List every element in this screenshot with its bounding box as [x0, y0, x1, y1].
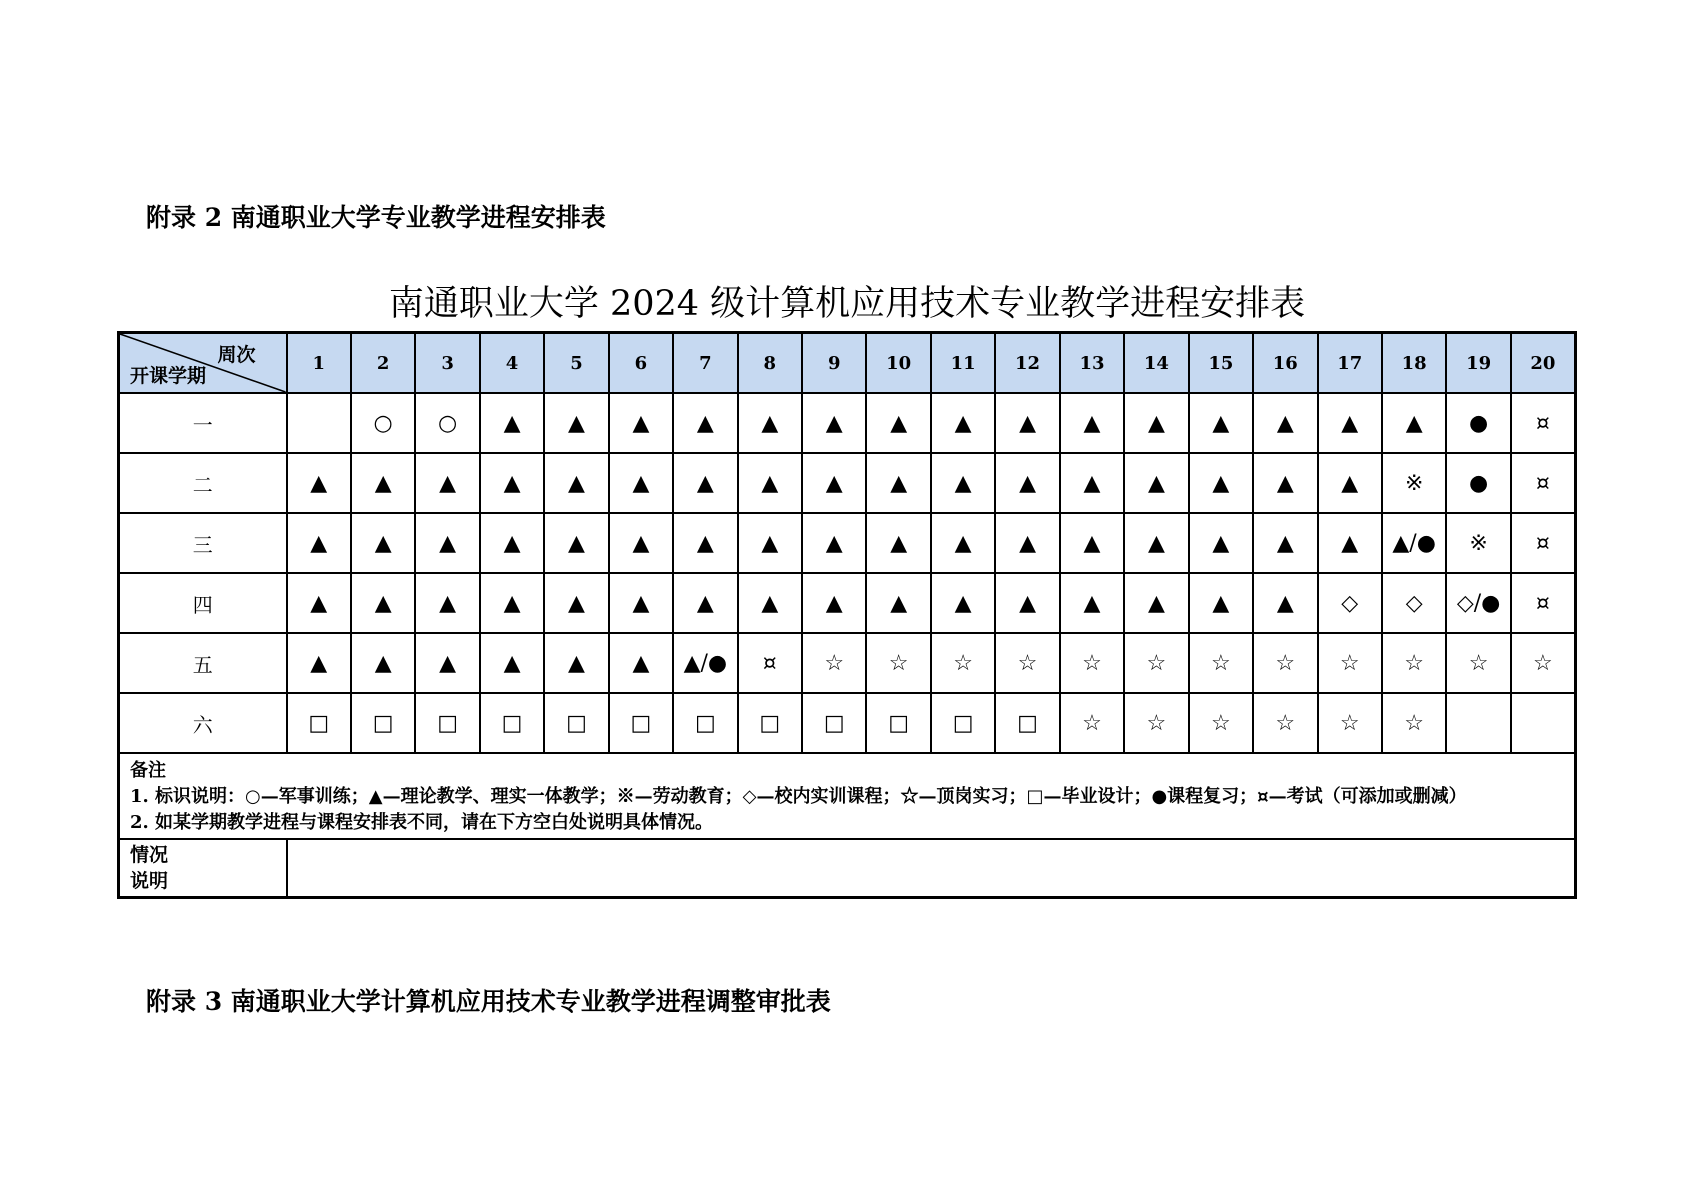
schedule-cell: ▲ — [995, 573, 1059, 633]
schedule-cell: ▲ — [544, 453, 608, 513]
schedule-cell: □ — [287, 693, 351, 753]
schedule-cell: ▲/● — [1382, 513, 1446, 573]
week-header-6: 6 — [609, 333, 673, 394]
schedule-cell: ▲ — [1124, 393, 1188, 453]
semester-row-2 — [119, 453, 1576, 513]
schedule-cell: ▲ — [609, 393, 673, 453]
situation-label-line2: 说明 — [130, 870, 169, 892]
semester-label: 二 — [119, 453, 287, 513]
week-header-8: 8 — [738, 333, 802, 394]
schedule-cell: ▲ — [480, 633, 544, 693]
schedule-cell: ▲ — [609, 453, 673, 513]
week-header-row — [119, 333, 1576, 394]
week-header-5: 5 — [544, 333, 608, 394]
schedule-cell: ▲ — [866, 513, 930, 573]
schedule-cell: ▲ — [480, 573, 544, 633]
week-header-1: 1 — [287, 333, 351, 394]
corner-label-week: 周次 — [217, 344, 256, 366]
schedule-cell: ▲ — [351, 573, 415, 633]
semester-row-1 — [119, 393, 1576, 453]
schedule-cell: □ — [738, 693, 802, 753]
notes-line1: 1. 标识说明：○—军事训练；▲—理论教学、理实一体教学；※—劳动教育；◇—校内实训课程；☆—顶岗实习；□—毕业设计；●课程复习；¤—考试（可添加或删减） — [130, 786, 1467, 807]
week-header-10: 10 — [866, 333, 930, 394]
schedule-cell: ▲ — [866, 393, 930, 453]
schedule-cell: ▲ — [287, 513, 351, 573]
schedule-cell: ● — [1446, 393, 1510, 453]
appendix-3-heading: 附录 3 南通职业大学计算机应用技术专业教学进程调整审批表 — [146, 987, 831, 1016]
schedule-cell: ▲ — [1253, 453, 1317, 513]
week-header-12: 12 — [995, 333, 1059, 394]
schedule-cell: ☆ — [1060, 693, 1124, 753]
schedule-cell: ▲ — [415, 633, 479, 693]
notes-cell — [119, 753, 1576, 839]
schedule-cell: ☆ — [1124, 633, 1188, 693]
schedule-cell: ▲ — [1060, 573, 1124, 633]
schedule-cell: ▲ — [802, 453, 866, 513]
corner-header-cell — [119, 333, 287, 394]
schedule-cell: ▲ — [351, 453, 415, 513]
situation-label — [119, 839, 287, 898]
week-header-11: 11 — [931, 333, 995, 394]
schedule-cell: ☆ — [995, 633, 1059, 693]
schedule-cell: ○ — [415, 393, 479, 453]
week-header-17: 17 — [1318, 333, 1382, 394]
schedule-cell: ☆ — [1318, 693, 1382, 753]
schedule-cell: ▲ — [995, 513, 1059, 573]
schedule-cell: ▲ — [609, 633, 673, 693]
week-header-15: 15 — [1189, 333, 1253, 394]
semester-label: 五 — [119, 633, 287, 693]
schedule-cell: ▲ — [1189, 573, 1253, 633]
situation-content-field[interactable] — [287, 839, 1576, 898]
schedule-cell: ▲ — [738, 393, 802, 453]
schedule-cell: ▲ — [415, 453, 479, 513]
schedule-cell: ▲ — [480, 513, 544, 573]
schedule-cell: ▲ — [738, 513, 802, 573]
schedule-cell: ▲ — [1124, 513, 1188, 573]
schedule-cell: ▲ — [1189, 453, 1253, 513]
schedule-cell: □ — [995, 693, 1059, 753]
schedule-cell: ▲ — [866, 453, 930, 513]
schedule-cell: ▲ — [544, 573, 608, 633]
semester-row-5 — [119, 633, 1576, 693]
schedule-cell: ▲ — [1318, 453, 1382, 513]
schedule-cell: ▲ — [931, 513, 995, 573]
schedule-cell: □ — [480, 693, 544, 753]
schedule-cell: ○ — [351, 393, 415, 453]
schedule-cell: ☆ — [1253, 693, 1317, 753]
schedule-cell: ▲ — [351, 633, 415, 693]
schedule-cell — [287, 393, 351, 453]
schedule-cell: ▲ — [995, 453, 1059, 513]
situation-label-line1: 情况 — [130, 844, 169, 866]
schedule-cell: ☆ — [1253, 633, 1317, 693]
schedule-cell: ▲ — [931, 453, 995, 513]
schedule-cell: ☆ — [1124, 693, 1188, 753]
notes-line2: 2. 如某学期教学进程与课程安排表不同，请在下方空白处说明具体情况。 — [130, 812, 714, 833]
schedule-cell: ◇/● — [1446, 573, 1510, 633]
schedule-cell: ▲ — [544, 393, 608, 453]
week-header-4: 4 — [480, 333, 544, 394]
semester-row-4 — [119, 573, 1576, 633]
schedule-cell: ◇ — [1382, 573, 1446, 633]
schedule-cell: ☆ — [1189, 693, 1253, 753]
week-header-19: 19 — [1446, 333, 1510, 394]
schedule-cell: ▲ — [351, 513, 415, 573]
week-header-18: 18 — [1382, 333, 1446, 394]
schedule-cell: ☆ — [1446, 633, 1510, 693]
semester-label: 四 — [119, 573, 287, 633]
schedule-cell: ▲ — [1060, 393, 1124, 453]
semester-label: 三 — [119, 513, 287, 573]
schedule-cell: ▲ — [287, 573, 351, 633]
situation-row — [119, 839, 1576, 898]
schedule-cell: □ — [673, 693, 737, 753]
schedule-cell: ◇ — [1318, 573, 1382, 633]
notes-title: 备注 — [130, 760, 166, 781]
schedule-cell: ▲ — [1253, 393, 1317, 453]
schedule-cell — [1511, 693, 1576, 753]
week-header-16: 16 — [1253, 333, 1317, 394]
schedule-cell: ▲ — [802, 513, 866, 573]
schedule-cell: ☆ — [1382, 693, 1446, 753]
teaching-schedule-table — [117, 331, 1577, 899]
week-header-2: 2 — [351, 333, 415, 394]
schedule-cell: □ — [866, 693, 930, 753]
schedule-cell: ▲ — [866, 573, 930, 633]
schedule-cell: ▲ — [1124, 573, 1188, 633]
schedule-cell: ▲ — [673, 573, 737, 633]
schedule-cell: ▲ — [1253, 573, 1317, 633]
schedule-cell: □ — [609, 693, 673, 753]
schedule-cell: ▲ — [673, 393, 737, 453]
schedule-cell: ● — [1446, 453, 1510, 513]
schedule-cell: ☆ — [1318, 633, 1382, 693]
schedule-cell: ▲ — [802, 573, 866, 633]
appendix-2-heading: 附录 2 南通职业大学专业教学进程安排表 — [146, 203, 606, 232]
schedule-cell: ▲ — [415, 573, 479, 633]
schedule-cell: ▲ — [1060, 453, 1124, 513]
schedule-cell: ▲ — [1318, 513, 1382, 573]
schedule-cell: ▲ — [802, 393, 866, 453]
schedule-cell: ▲/● — [673, 633, 737, 693]
schedule-cell: ☆ — [802, 633, 866, 693]
schedule-cell: □ — [415, 693, 479, 753]
schedule-cell: ▲ — [287, 633, 351, 693]
schedule-cell: ▲ — [1318, 393, 1382, 453]
semester-label: 六 — [119, 693, 287, 753]
schedule-cell: ▲ — [1253, 513, 1317, 573]
schedule-cell: ¤ — [1511, 513, 1576, 573]
schedule-cell: ☆ — [866, 633, 930, 693]
schedule-cell: □ — [931, 693, 995, 753]
week-header-3: 3 — [415, 333, 479, 394]
schedule-cell: ▲ — [738, 453, 802, 513]
schedule-cell: ¤ — [1511, 393, 1576, 453]
schedule-cell: ▲ — [1189, 513, 1253, 573]
week-header-7: 7 — [673, 333, 737, 394]
notes-row — [119, 753, 1576, 839]
schedule-cell: ☆ — [1060, 633, 1124, 693]
schedule-cell: □ — [802, 693, 866, 753]
schedule-cell: □ — [544, 693, 608, 753]
schedule-cell: ▲ — [1189, 393, 1253, 453]
schedule-cell: ▲ — [480, 393, 544, 453]
schedule-cell: ▲ — [415, 513, 479, 573]
week-header-20: 20 — [1511, 333, 1576, 394]
schedule-cell: ☆ — [1189, 633, 1253, 693]
schedule-cell: ▲ — [995, 393, 1059, 453]
schedule-cell: ▲ — [1124, 453, 1188, 513]
schedule-cell: ▲ — [609, 573, 673, 633]
schedule-cell: ▲ — [287, 453, 351, 513]
schedule-cell: ▲ — [673, 513, 737, 573]
week-header-14: 14 — [1124, 333, 1188, 394]
schedule-cell: ¤ — [1511, 453, 1576, 513]
schedule-cell: ▲ — [609, 513, 673, 573]
schedule-cell: ☆ — [1382, 633, 1446, 693]
schedule-cell: ▲ — [480, 453, 544, 513]
semester-row-3 — [119, 513, 1576, 573]
schedule-cell: ▲ — [673, 453, 737, 513]
schedule-cell: ▲ — [931, 393, 995, 453]
schedule-cell: ※ — [1446, 513, 1510, 573]
schedule-cell: ¤ — [1511, 573, 1576, 633]
schedule-cell: ※ — [1382, 453, 1446, 513]
schedule-cell: ▲ — [544, 633, 608, 693]
schedule-cell: ▲ — [544, 513, 608, 573]
week-header-13: 13 — [1060, 333, 1124, 394]
semester-label: 一 — [119, 393, 287, 453]
schedule-cell: □ — [351, 693, 415, 753]
schedule-cell: ¤ — [738, 633, 802, 693]
schedule-cell: ▲ — [738, 573, 802, 633]
schedule-cell: ▲ — [1382, 393, 1446, 453]
schedule-cell: ☆ — [931, 633, 995, 693]
corner-label-semester: 开课学期 — [130, 365, 207, 387]
schedule-cell: ▲ — [1060, 513, 1124, 573]
semester-row-6 — [119, 693, 1576, 753]
schedule-cell — [1446, 693, 1510, 753]
table-title: 南通职业大学 2024 级计算机应用技术专业教学进程安排表 — [388, 284, 1306, 324]
schedule-cell: ▲ — [931, 573, 995, 633]
schedule-cell: ☆ — [1511, 633, 1576, 693]
week-header-9: 9 — [802, 333, 866, 394]
